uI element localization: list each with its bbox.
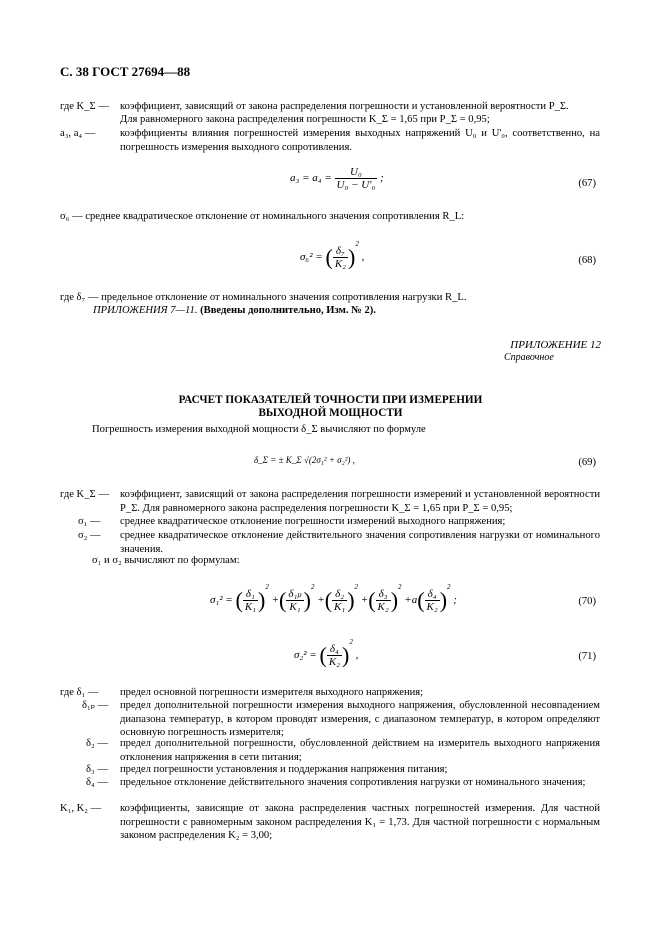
paragraph: σ₁ и σ₂ вычисляют по формулам:	[92, 555, 240, 566]
def-k-sigma-2: где K_Σ — коэффициент, зависящий от закона распределения погрешности измерений и установленной вероятности P_Σ. Для равномерного закона распределения погрешности K_Σ = 1,65 при P_Σ = 0,95;	[60, 489, 600, 514]
def-item: δ₁ₚ — предел дополнительной погрешности измерения выходного напряжения, обусловленной несовпадением диапазона температур, в котором проводят измерения, с диапазоном температур, в котором определяют основную погрешность измерителя;	[82, 700, 600, 738]
fraction: $\frac{\text{U₀}}{\text{U₀ − U'₀}}$	[336, 166, 376, 191]
paragraph: Погрешность измерения выходной мощности δ_Σ вычисляют по формуле	[92, 424, 426, 435]
paragraph: σ₆ — среднее квадратическое отклонение от номинального значения сопротивления R_L:	[60, 211, 465, 222]
def-sigma2: σ₂ — среднее квадратическое отклонение действительного значения сопротивления нагрузки от номинального значения.	[78, 530, 600, 555]
def-text: коэффициенты влияния погрешностей измерения выходных напряжений U₀ и U'₀, соответственно, на погрешность измерения выходного сопротивления.	[120, 128, 600, 153]
eq-number: (69)	[578, 457, 596, 468]
eq-lhs: a₃ = a₄ =	[290, 172, 332, 185]
def-item: δ₄ — предельное отклонение действительного значения сопротивления нагрузки от номинального значения;	[86, 777, 586, 788]
equation-68: σ₆² = ( $\frac{\text{δ₇}}{\text{K₂}}$ )$^2$ ,	[300, 240, 365, 270]
def-sigma1: σ₁ — среднее квадратическое отклонение погрешности измерений выходного напряжения;	[78, 516, 506, 527]
appendix-title: ПРИЛОЖЕНИЕ 12	[510, 339, 601, 351]
def-text: коэффициент, зависящий от закона распределения погрешности и установленной вероятности P_Σ.	[120, 101, 569, 112]
section-heading-line1: РАСЧЕТ ПОКАЗАТЕЛЕЙ ТОЧНОСТИ ПРИ ИЗМЕРЕНИИ	[178, 394, 483, 406]
def-k-sigma	[60, 100, 600, 114]
def-item: δ₂ — предел дополнительной погрешности, обусловленной действием на измеритель выходного напряжения отклонения напряжения в сети питания;	[86, 738, 600, 763]
def-term: где K_Σ —	[60, 101, 109, 112]
def-item: где δ₁ — предел основной погрешности измерителя выходного напряжения;	[60, 687, 424, 698]
appendix-subtitle: Справочное	[504, 352, 554, 363]
section-heading-line2: ВЫХОДНОЙ МОЩНОСТИ	[258, 407, 403, 419]
eq-number: (67)	[578, 178, 596, 189]
eq-number: (71)	[578, 651, 596, 662]
equation-67: a₃ = a₄ = $\frac{\text{U₀}}{\text{U₀ − U'₀}}$ ;	[290, 166, 384, 191]
eq-number: (68)	[578, 255, 596, 266]
amendment-note: ПРИЛОЖЕНИЯ 7—11. (Введены дополнительно, Изм. № 2).	[93, 305, 376, 316]
equation-69: δ_Σ = ± K_Σ √(2σ₁² + σ₂²) ,	[254, 455, 355, 465]
eq-number: (70)	[578, 596, 596, 607]
def-item: K₁, K₂ — коэффициенты, зависящие от закона распределения частных погрешностей измерения. Для частной погрешности с равномерным законом распределения K₁ = 1,73. Для частной погрешности с нормальным законом распределения K₂ = 3,00;	[60, 803, 600, 841]
paragraph: где δ₇ — предельное отклонение от номинального значения сопротивления нагрузки R_L.	[60, 292, 467, 303]
def-item: δ₃ — предел погрешности установления и поддержания напряжения питания;	[86, 764, 448, 775]
def-a3-a4	[60, 127, 600, 155]
equation-71: σ₂² = ( $\frac{\text{δ₄}}{\text{K₂}}$ )$^2$ ,	[294, 638, 359, 668]
paragraph: Для равномерного закона распределения погрешности K_Σ = 1,65 при P_Σ = 0,95;	[120, 114, 490, 125]
page-header: С. 38 ГОСТ 27694—88	[60, 64, 191, 79]
equation-70: σ₁² = ( $\frac{\text{δ₁}}{\text{K₁}}$ )$^2$ +( $\frac{\text{δ₁ₚ}}{\text{K₁}}$ )$^2$ +( $\frac{\text{δ₂}}{\text{K₁}}$ )$^2$ +( $\frac{\text{δ₃}}{\text{K₂}}$ )$^2$ +a( $\frac{\text{δ₄}}{\text{K₂}}$ )$^2$ ;	[210, 583, 457, 614]
def-term: a₃, a₄ —	[60, 128, 96, 139]
